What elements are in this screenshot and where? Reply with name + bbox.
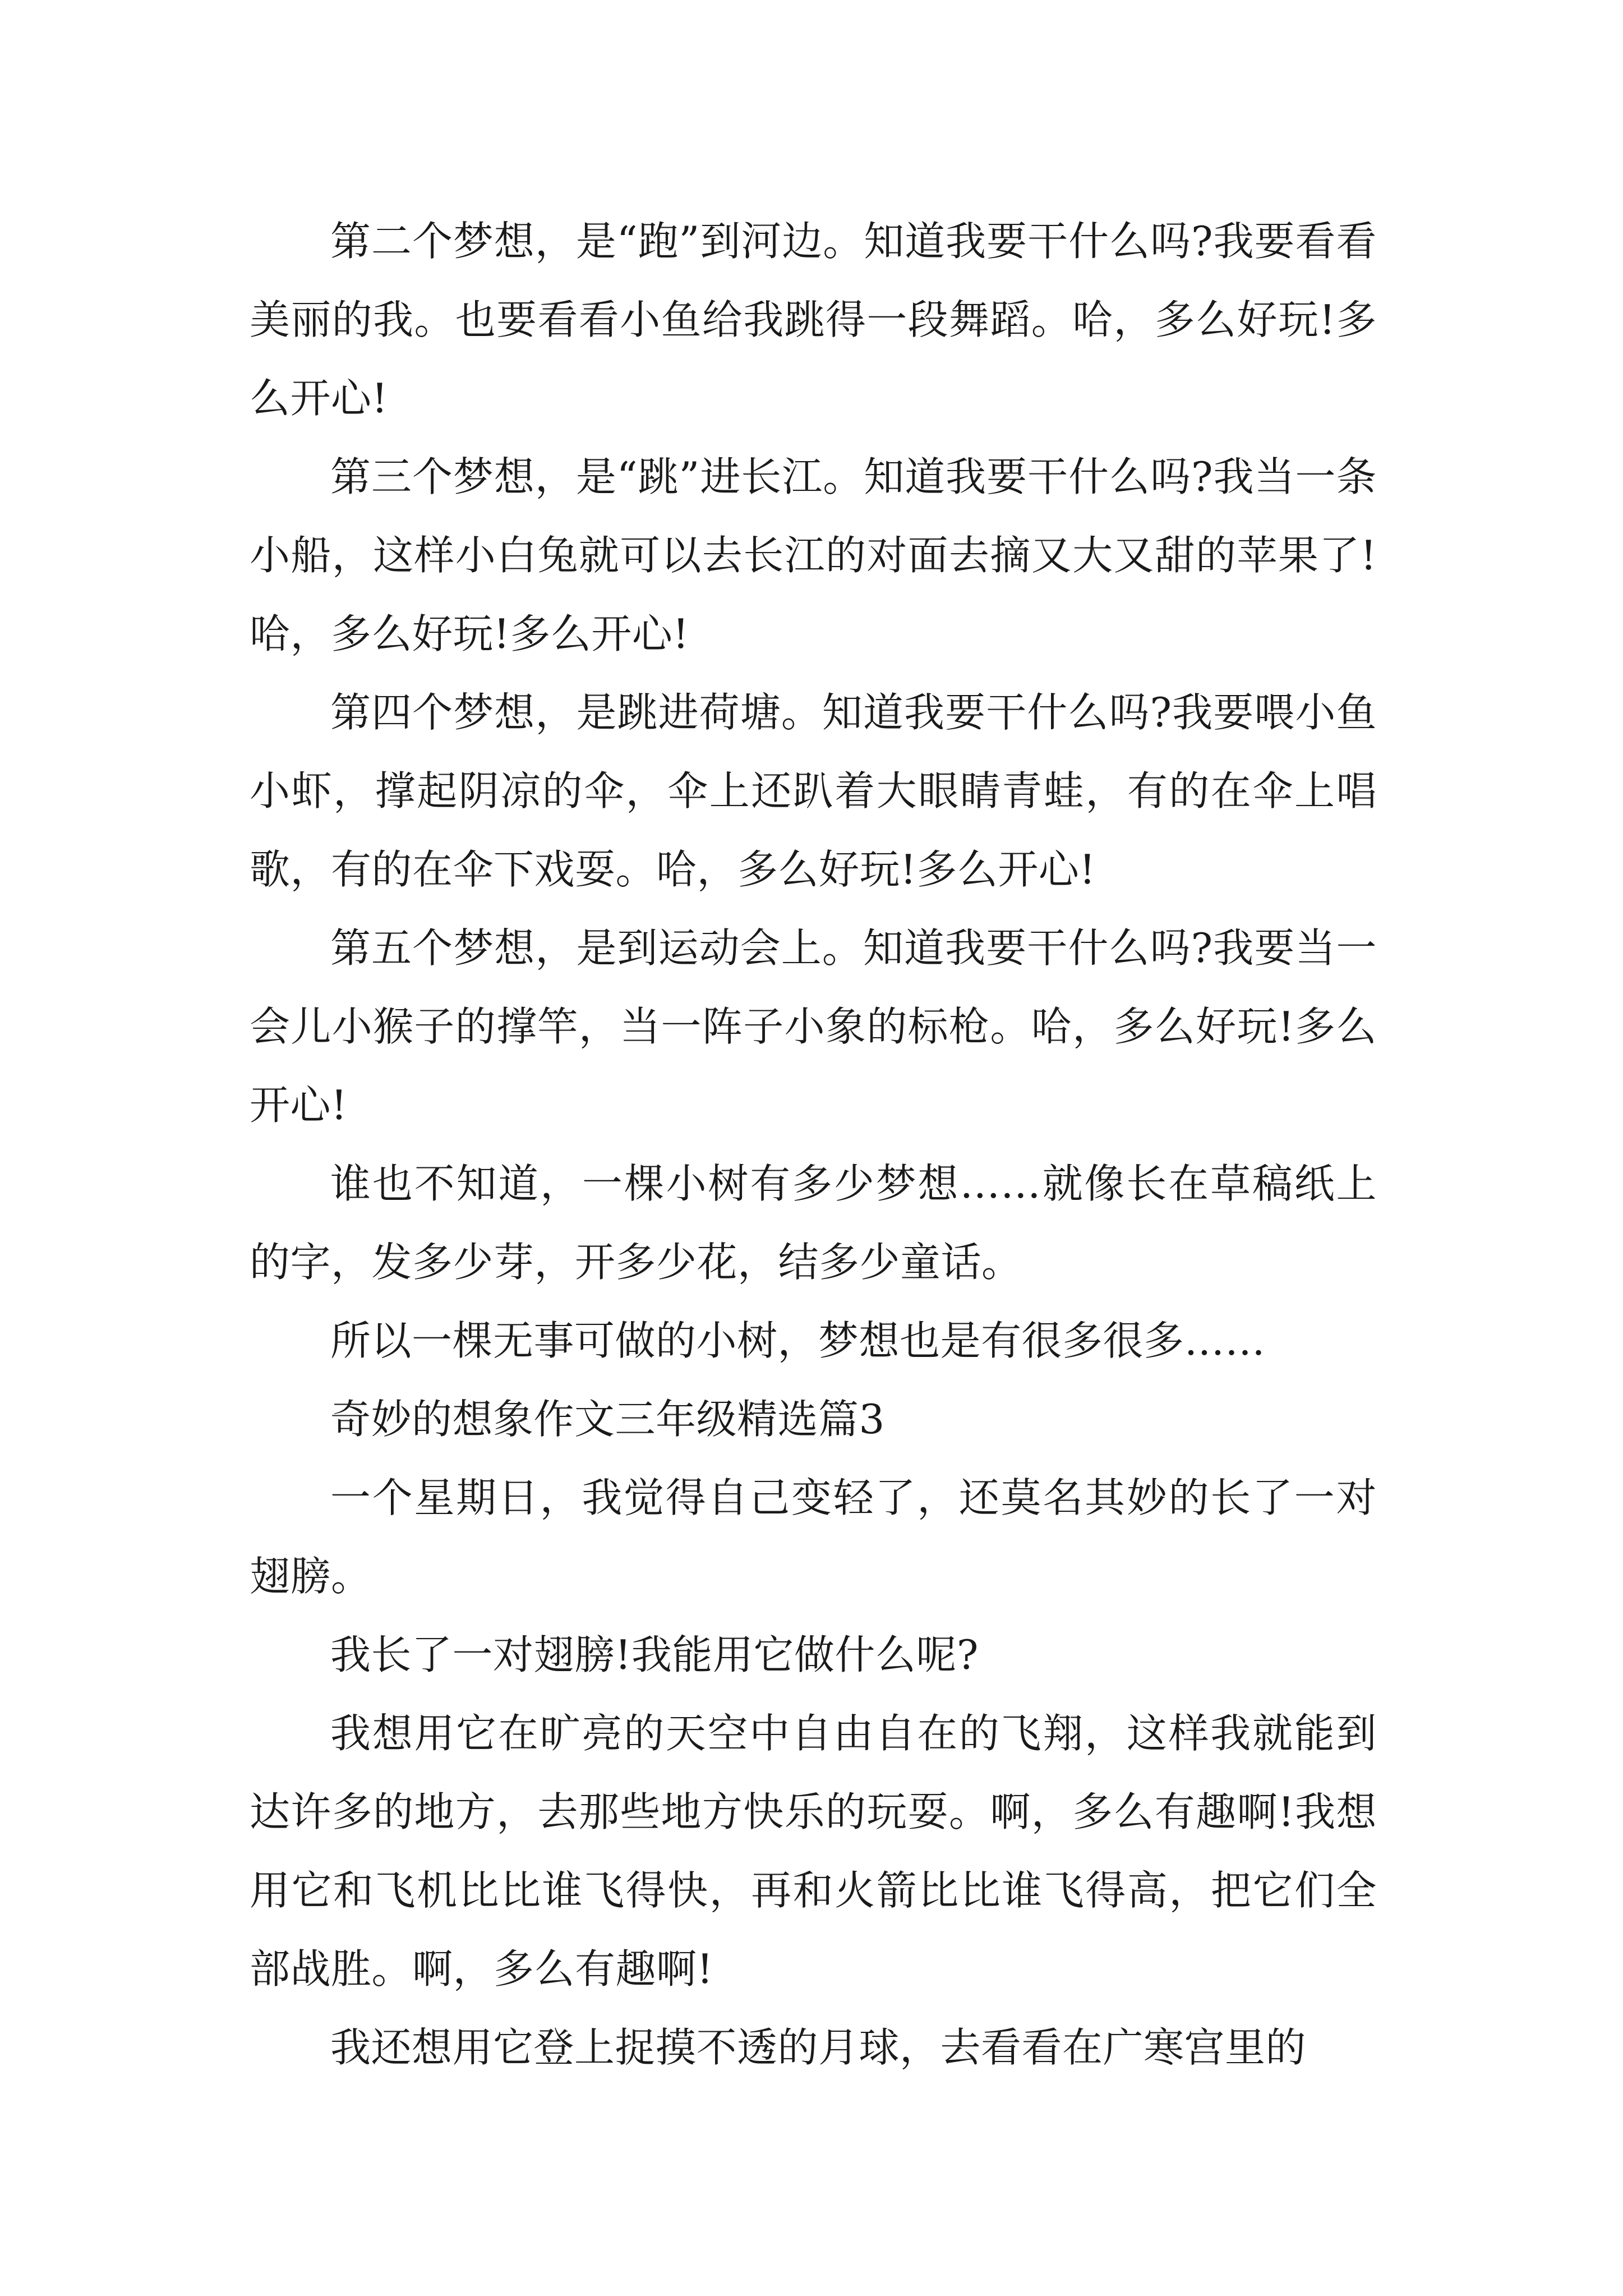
paragraph-many-dreams: 所以一棵无事可做的小树，梦想也是有很多很多…… [330,1317,1266,1364]
paragraph-sunday-wings: 一个星期日，我觉得自己变轻了，还莫名其妙的长了一对翅膀。 [250,1474,1377,1600]
paragraph-unknown-dreams: 谁也不知道，一棵小树有多少梦想……就像长在草稿纸上的字，发多少芽，开多少花，结多少童话。 [250,1160,1377,1286]
paragraph-dream-five: 第五个梦想，是到运动会上。知道我要干什么吗?我要当一会儿小猴子的撑竿，当一阵子小象的标枪。哈，多么好玩!多么开心! [250,924,1377,1129]
paragraph-dream-three: 第三个梦想，是“跳”进长江。知道我要干什么吗?我当一条小船，这样小白兔就可以去长江的对面去摘又大又甜的苹果了!哈，多么好玩!多么开心! [250,453,1377,657]
paragraph-dream-two: 第二个梦想，是“跑”到河边。知道我要干什么吗?我要看看美丽的我。也要看看小鱼给我跳得一段舞蹈。哈，多么好玩!多么开心! [250,218,1377,422]
document-body [250,202,1377,2087]
section-heading: 奇妙的想象作文三年级精选篇3 [330,1396,885,1443]
paragraph-question: 我长了一对翅膀!我能用它做什么呢? [330,1631,979,1678]
paragraph-flying: 我想用它在旷亮的天空中自由自在的飞翔，这样我就能到达许多的地方，去那些地方快乐的玩耍。啊，多么有趣啊!我想用它和飞机比比谁飞得快，再和火箭比比谁飞得高，把它们全部战胜。啊，多么有趣啊! [250,1710,1377,1993]
paragraph-moon: 我还想用它登上捉摸不透的月球，去看看在广寒宫里的 [330,2024,1307,2071]
paragraph-dream-four: 第四个梦想，是跳进荷塘。知道我要干什么吗?我要喂小鱼小虾，撑起阴凉的伞，伞上还趴着大眼睛青蛙，有的在伞上唱歌，有的在伞下戏耍。哈，多么好玩!多么开心! [250,689,1377,893]
